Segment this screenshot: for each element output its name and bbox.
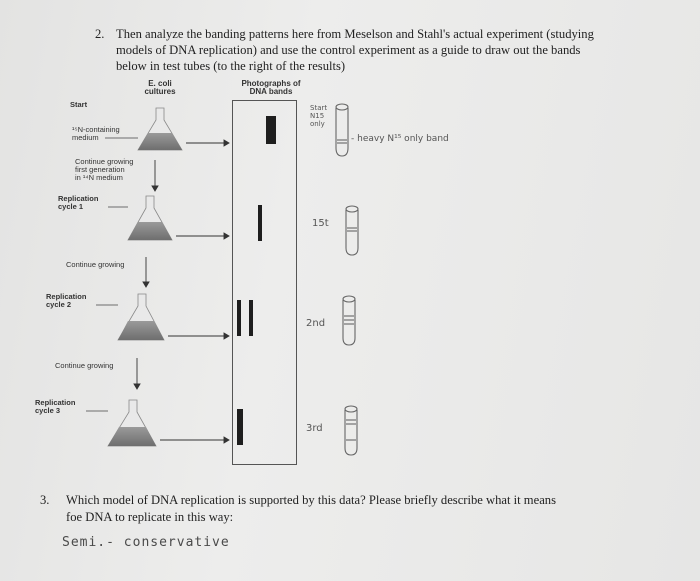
test-tube-icon [343,296,355,345]
test-tube-icon [336,104,348,156]
down-arrow-icon [152,160,158,191]
label-replication-cycle-3: cycle 3 [35,406,61,415]
cultures-header: E. coli cultures [144,79,176,96]
question-2-line: Then analyze the banding patterns here from Meselson and Stahl's actual experiment (studying [116,27,594,41]
dna-band-heavy [266,116,276,144]
handwritten-n15: N15 [310,112,325,120]
test-tube-icon [346,206,358,255]
label-replication-cycle-1: Replication [58,194,99,203]
label-continue-growing: in ¹⁴N medium [75,173,123,182]
label-replication-cycle-2: cycle 2 [46,300,72,309]
question-3-line: foe DNA to replicate in this way: [66,510,234,524]
label-continue-growing: Continue growing [55,361,114,370]
question-3-number: 3. [40,493,50,507]
handwritten-heavy-band-note: - heavy N¹⁵ only band [351,134,449,144]
question-3-text [66,492,680,526]
label-replication-cycle-2: Replication [46,292,87,301]
question-2-line: below in test tubes (to the right of the results) [116,59,346,73]
flask-icon [108,400,156,446]
label-replication-cycle-1: cycle 1 [58,202,84,211]
question-3-line: Which model of DNA replication is supported by this data? Please briefly describe what it means [66,493,556,507]
dna-band-hybrid [237,300,241,336]
label-continue-growing: Continue growing [75,157,134,166]
question-2-line: models of DNA replication) and use the control experiment as a guide to draw out the bands [116,43,581,57]
label-start: Start [70,100,88,109]
right-arrow-icon [176,233,229,239]
dna-band-photo-panel [232,100,297,465]
right-arrow-icon [186,140,229,146]
handwritten-first: 15t [312,218,329,229]
label-n15-medium: medium [72,133,99,142]
label-continue-growing: first generation [75,165,125,174]
flask-icon [128,196,172,240]
question-2-number: 2. [95,27,105,41]
photos-header: Photographs of DNA bands [241,79,301,96]
handwritten-only: only [310,120,325,128]
test-tube-icon [345,406,357,455]
dna-band-light [237,409,243,445]
right-arrow-icon [168,333,229,339]
dna-band-light [249,300,253,336]
label-continue-growing: Continue growing [66,260,125,269]
label-replication-cycle-3: Replication [35,398,76,407]
dna-band-hybrid [258,205,262,241]
flask-icon [138,108,182,150]
handwritten-answer: Semi.- conservative [62,535,230,550]
down-arrow-icon [143,257,149,287]
down-arrow-icon [134,358,140,389]
label-n15-medium: ¹⁵N-containing [72,125,120,134]
handwritten-start: Start [310,104,328,112]
flask-icon [118,294,164,340]
handwritten-second: 2nd [306,318,326,329]
right-arrow-icon [160,437,229,443]
question-3 [40,492,680,526]
handwritten-third: 3rd [306,423,323,434]
